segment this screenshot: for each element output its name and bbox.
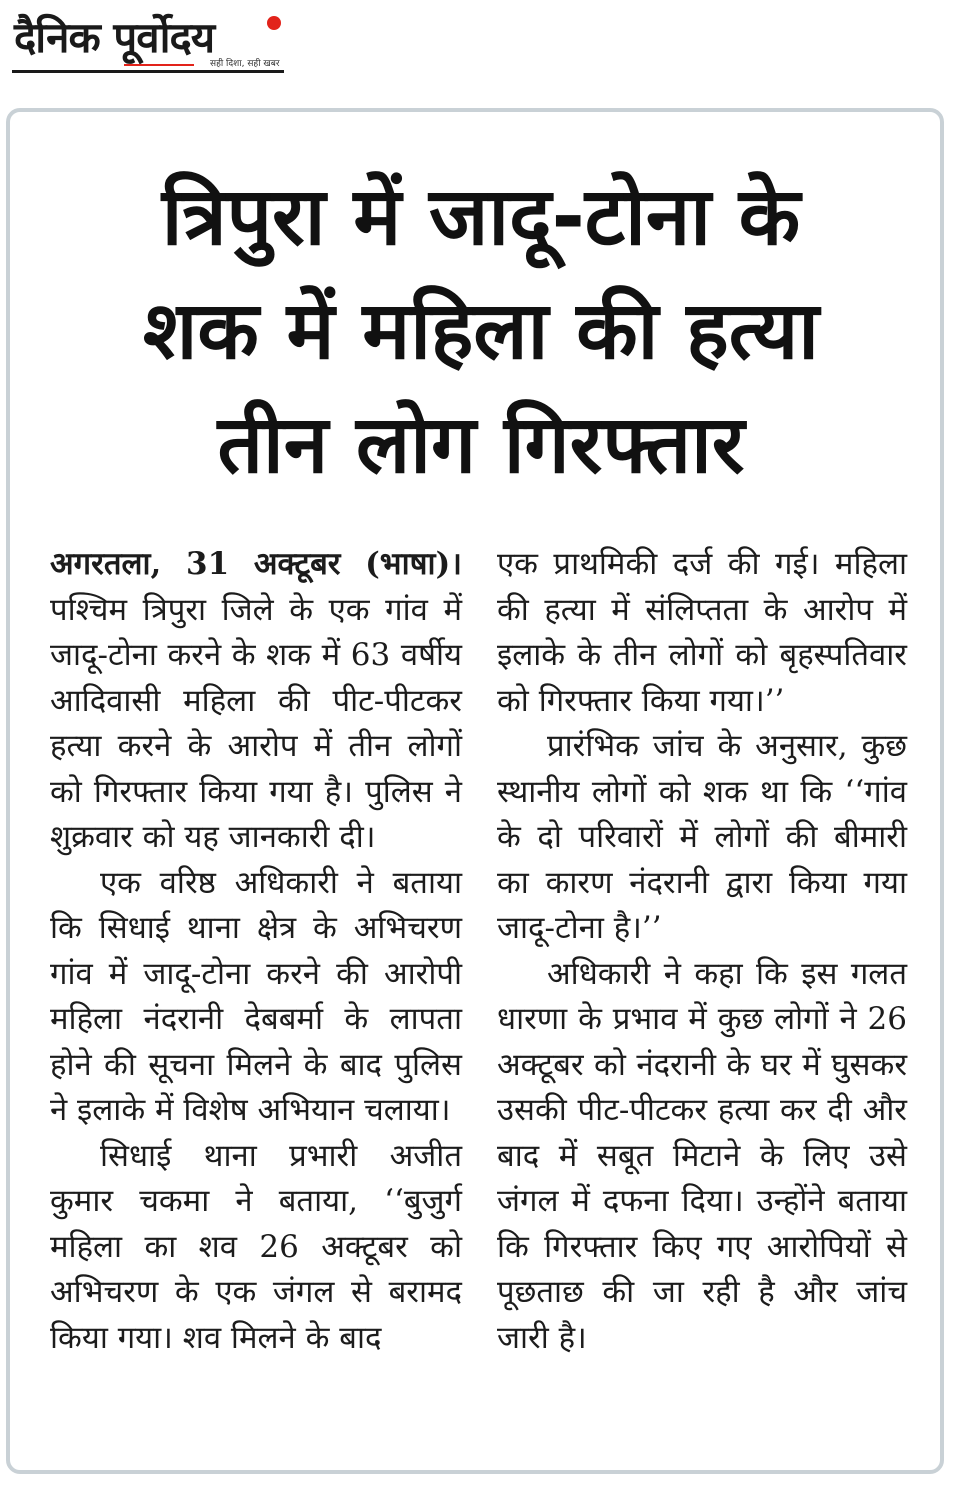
dateline: अगरतला, 31 अक्टूबर (भाषा)। [50,546,462,582]
article-paragraph: सिधाई थाना प्रभारी अजीत कुमार चकमा ने बताया, ‘‘बुजुर्ग महिला का शव 26 अक्टूबर को अभिचरण के एक जंगल से बरामद किया गया। शव मिलने के बाद [50,1137,462,1356]
article-paragraph: अधिकारी ने कहा कि इस गलत धारणा के प्रभाव में कुछ लोगों ने 26 अक्टूबर को नंदरानी के घर में घुसकर उसकी पीट-पीटकर हत्या कर दी और बाद में सबूत मिटाने के लिए उसे जंगल में दफना दिया। उन्होंने बताया कि गिरफ्तार किए गए आरोपियों से पूछताछ की जा रही है और जांच जारी है। [497,955,907,1356]
masthead-accent-rule [124,64,194,66]
masthead [12,8,284,74]
headline-line: शक में महिला की हत्या [142,284,820,377]
paragraph-text: पश्चिम त्रिपुरा जिले के एक गांव में जादू-टोना करने के शक में 63 वर्षीय आदिवासी महिला की पीट-पीटकर हत्या करने के आरोप में तीन लोगों को गिरफ्तार किया गया है। पुलिस ने शुक्रवार को यह जानकारी दी। [50,591,462,855]
headline-line: त्रिपुरा में जादू-टोना के [161,170,801,263]
article-paragraph: एक वरिष्ठ अधिकारी ने बताया कि सिधाई थाना क्षेत्र के अभिचरण गांव में जादू-टोना करने की आरोपी महिला नंदरानी देबबर्मा के लापता होने की सूचना मिलने के बाद पुलिस ने इलाके में विशेष अभियान चलाया। [50,864,462,1128]
article-headline [24,160,938,502]
newspaper-logo: दैनिक पूर्वोदय [14,13,215,62]
headline-line: तीन लोग गिरफ्तार [217,398,745,491]
logo-dot-icon [267,16,281,30]
article-paragraph [50,542,462,861]
masthead-tagline: सही दिशा, सही खबर [210,59,280,69]
article-column-right [497,542,907,1361]
masthead-rule [12,70,284,73]
article-column-left [50,542,462,1361]
article-paragraph: प्रारंभिक जांच के अनुसार, कुछ स्थानीय लोगों को शक था कि ‘‘गांव के दो परिवारों में लोगों की बीमारी का कारण नंदरानी द्वारा किया गया जादू-टोना है।’’ [497,728,907,946]
article-paragraph: एक प्राथमिकी दर्ज की गई। महिला की हत्या में संलिप्तता के आरोप में इलाके के तीन लोगों को बृहस्पतिवार को गिरफ्तार किया गया।’’ [497,546,907,719]
